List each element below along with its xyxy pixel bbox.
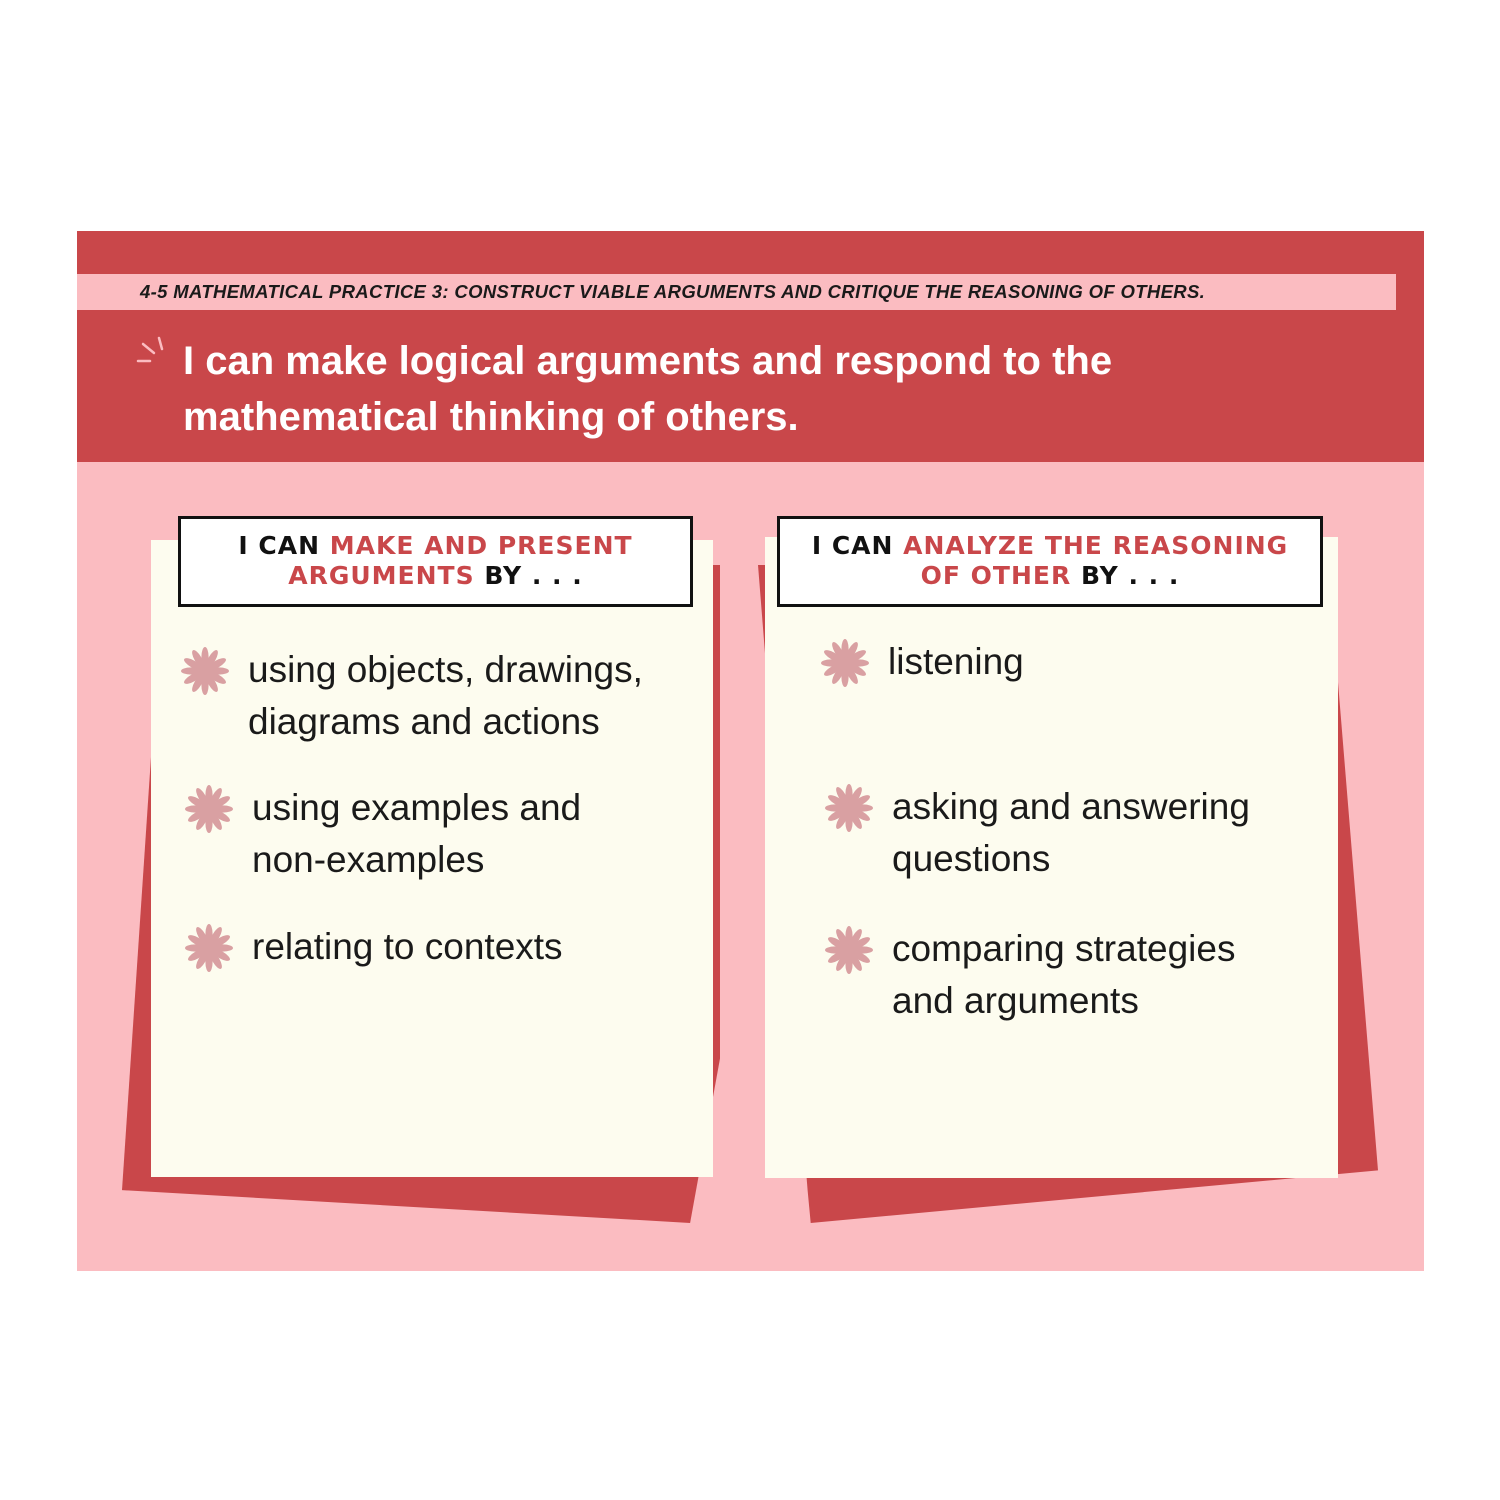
left-item-1-line1: using objects, drawings, xyxy=(248,649,643,690)
header-banner xyxy=(77,231,1424,462)
right-card-heading xyxy=(777,516,1323,607)
left-heading-by: BY . . . xyxy=(484,561,583,590)
right-item-1 xyxy=(888,636,1024,688)
left-heading-accent-2: ARGUMENTS xyxy=(288,561,475,590)
right-item-3-line1: comparing strategies xyxy=(892,928,1236,969)
left-item-1 xyxy=(248,644,643,748)
practice-subtitle: 4-5 MATHEMATICAL PRACTICE 3: CONSTRUCT VIABLE ARGUMENTS AND CRITIQUE THE REASONING OF OTHERS. xyxy=(140,281,1206,302)
right-item-3 xyxy=(892,923,1235,1027)
asterisk-flower-icon xyxy=(184,784,234,834)
left-item-2 xyxy=(252,782,581,886)
asterisk-flower-icon xyxy=(184,923,234,973)
right-heading-accent-1: ANALYZE THE REASONING xyxy=(903,531,1289,560)
main-title-line2: mathematical thinking of others. xyxy=(183,395,799,439)
right-item-2 xyxy=(892,781,1250,885)
right-heading-accent-2: OF OTHER xyxy=(920,561,1072,590)
asterisk-flower-icon xyxy=(820,638,870,688)
main-title-line1: I can make logical arguments and respond to the xyxy=(183,339,1113,383)
subtitle-band xyxy=(77,274,1396,310)
left-card-heading xyxy=(178,516,693,607)
left-heading-accent-1: MAKE AND PRESENT xyxy=(329,531,633,560)
right-item-2-line1: asking and answering xyxy=(892,786,1250,827)
left-item-1-line2: diagrams and actions xyxy=(248,701,600,742)
left-item-2-line1: using examples and xyxy=(252,787,582,828)
main-title xyxy=(183,333,1283,445)
left-item-3 xyxy=(252,921,563,973)
right-heading-by: BY . . . xyxy=(1080,561,1180,590)
right-item-2-line2: questions xyxy=(892,838,1051,879)
left-item-3-line1: relating to contexts xyxy=(252,926,563,967)
asterisk-flower-icon xyxy=(824,783,874,833)
left-item-2-line2: non-examples xyxy=(252,839,485,880)
left-heading-i-can: I CAN xyxy=(238,531,321,560)
right-heading-i-can: I CAN xyxy=(811,531,894,560)
right-item-3-line2: and arguments xyxy=(892,980,1139,1021)
asterisk-flower-icon xyxy=(824,925,874,975)
asterisk-flower-icon xyxy=(180,646,230,696)
spark-icon xyxy=(135,334,169,370)
right-item-1-line1: listening xyxy=(888,641,1024,682)
